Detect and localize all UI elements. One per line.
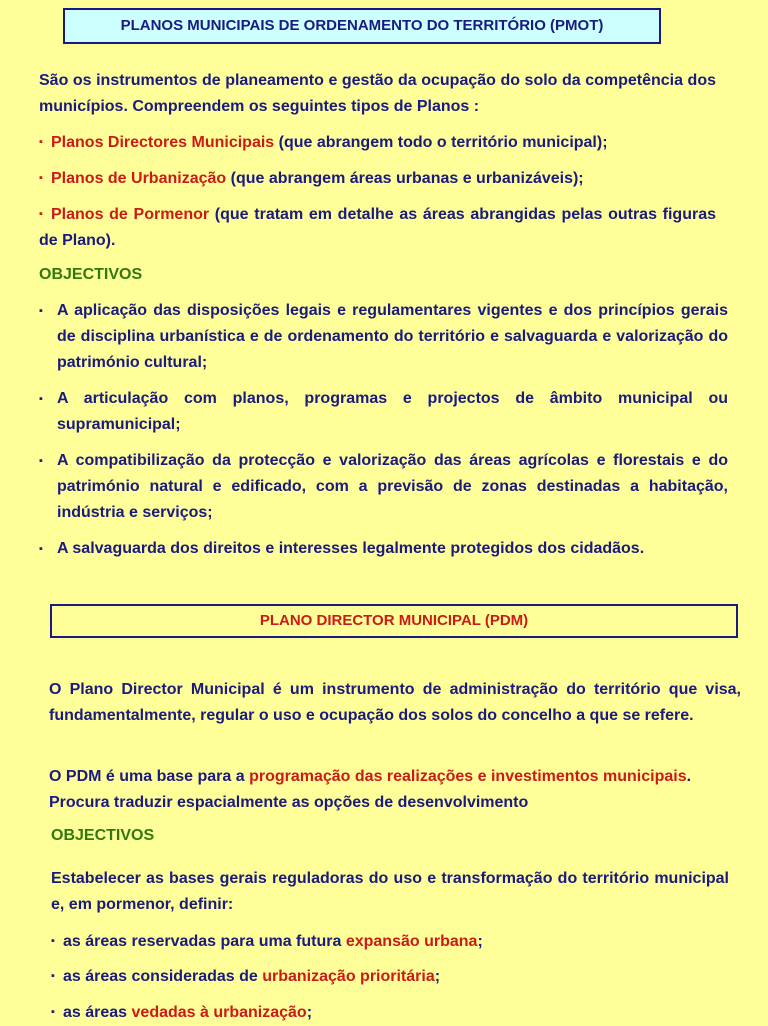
pdm-para-2-post: . xyxy=(686,768,692,785)
pmot-objective-item xyxy=(39,536,728,562)
pdm-para-2-pre: O PDM é uma base para a xyxy=(49,768,250,785)
pdm-para-2 xyxy=(49,764,759,790)
pdm-item-post: ; xyxy=(306,1004,313,1021)
pdm-item xyxy=(51,999,729,1026)
pmot-objective-item xyxy=(39,386,728,438)
bullet-icon: ▪ xyxy=(39,393,43,405)
pmot-intro-text: São os instrumentos de planeamento e gestão da ocupação do solo da competência dos municípios. Compreendem os seguintes tipos de Planos : xyxy=(39,72,716,115)
plan-type-name: Planos de Pormenor xyxy=(51,206,210,223)
pdm-item xyxy=(51,963,729,990)
bullet-icon: ▪ xyxy=(51,1006,55,1018)
bullet-icon: ▪ xyxy=(39,455,43,467)
plan-type-desc: (que tratam em detalhe as áreas abrangidas pelas outras figuras de Plano). xyxy=(39,206,716,249)
pmot-intro xyxy=(39,68,716,120)
pdm-objectives-heading: OBJECTIVOS xyxy=(51,827,155,844)
pmot-objective-text: A aplicação das disposições legais e regulamentares vigentes e dos princípios gerais de disciplina urbanística e de ordenamento do território e salvaguarda e valorização do património cultural; xyxy=(57,302,728,371)
bullet-icon: ▪ xyxy=(39,136,43,148)
pdm-title: PLANO DIRECTOR MUNICIPAL (PDM) xyxy=(50,604,738,638)
pdm-para-1 xyxy=(49,677,741,729)
pdm-item-highlight: urbanização prioritária xyxy=(262,968,435,985)
bullet-icon: ▪ xyxy=(39,543,43,555)
pmot-objective-text: A salvaguarda dos direitos e interesses legalmente protegidos dos cidadãos. xyxy=(57,540,645,557)
bullet-icon: ▪ xyxy=(39,172,43,184)
pdm-item-pre: as áreas consideradas de xyxy=(63,968,263,985)
pmot-objectives-heading: OBJECTIVOS xyxy=(39,266,143,283)
pdm-item-post: ; xyxy=(434,968,441,985)
pdm-item-pre: as áreas reservadas para uma futura xyxy=(63,933,346,950)
pmot-objective-text: A compatibilização da protecção e valorização das áreas agrícolas e florestais e do património natural e edificado, com a previsão de zonas destinadas a habitação, indústria e serviços; xyxy=(57,452,728,521)
plan-type-desc: (que abrangem todo o território municipal); xyxy=(274,134,608,151)
plan-type-1 xyxy=(39,129,716,156)
bullet-icon: ▪ xyxy=(39,208,43,220)
plan-type-name: Planos Directores Municipais xyxy=(51,134,275,151)
pdm-para-2-highlight: programação das realizações e investimentos municipais xyxy=(249,768,687,785)
pdm-item-post: ; xyxy=(477,933,483,950)
pdm-objectives-intro xyxy=(51,866,729,918)
bullet-icon: ▪ xyxy=(51,970,55,982)
pdm-item xyxy=(51,928,729,955)
pdm-objectives-intro-text: Estabelecer as bases gerais reguladoras do uso e transformação do território municipal e, em pormenor, definir: xyxy=(51,870,729,913)
plan-type-3 xyxy=(39,201,716,254)
pmot-objective-item xyxy=(39,448,728,526)
pmot-objective-item xyxy=(39,298,728,376)
pmot-title: PLANOS MUNICIPAIS DE ORDENAMENTO DO TERRITÓRIO (PMOT) xyxy=(63,8,661,44)
plan-type-2 xyxy=(39,165,716,192)
bullet-icon: ▪ xyxy=(39,305,43,317)
pmot-objective-text: A articulação com planos, programas e projectos de âmbito municipal ou supramunicipal; xyxy=(57,390,728,433)
pdm-para-3: Procura traduzir espacialmente as opções de desenvolvimento xyxy=(49,794,529,811)
pdm-item-highlight: expansão urbana xyxy=(345,933,478,950)
plan-type-name: Planos de Urbanização xyxy=(51,170,227,187)
pdm-para-1-text: O Plano Director Municipal é um instrumento de administração do território que visa, fundamentalmente, regular o uso e ocupação dos solos do concelho a que se refere. xyxy=(49,681,741,724)
bullet-icon: ▪ xyxy=(51,935,55,947)
pdm-item-highlight: vedadas à urbanização xyxy=(131,1004,307,1021)
plan-type-desc: (que abrangem áreas urbanas e urbanizáveis); xyxy=(226,170,584,187)
pdm-item-pre: as áreas xyxy=(63,1004,132,1021)
